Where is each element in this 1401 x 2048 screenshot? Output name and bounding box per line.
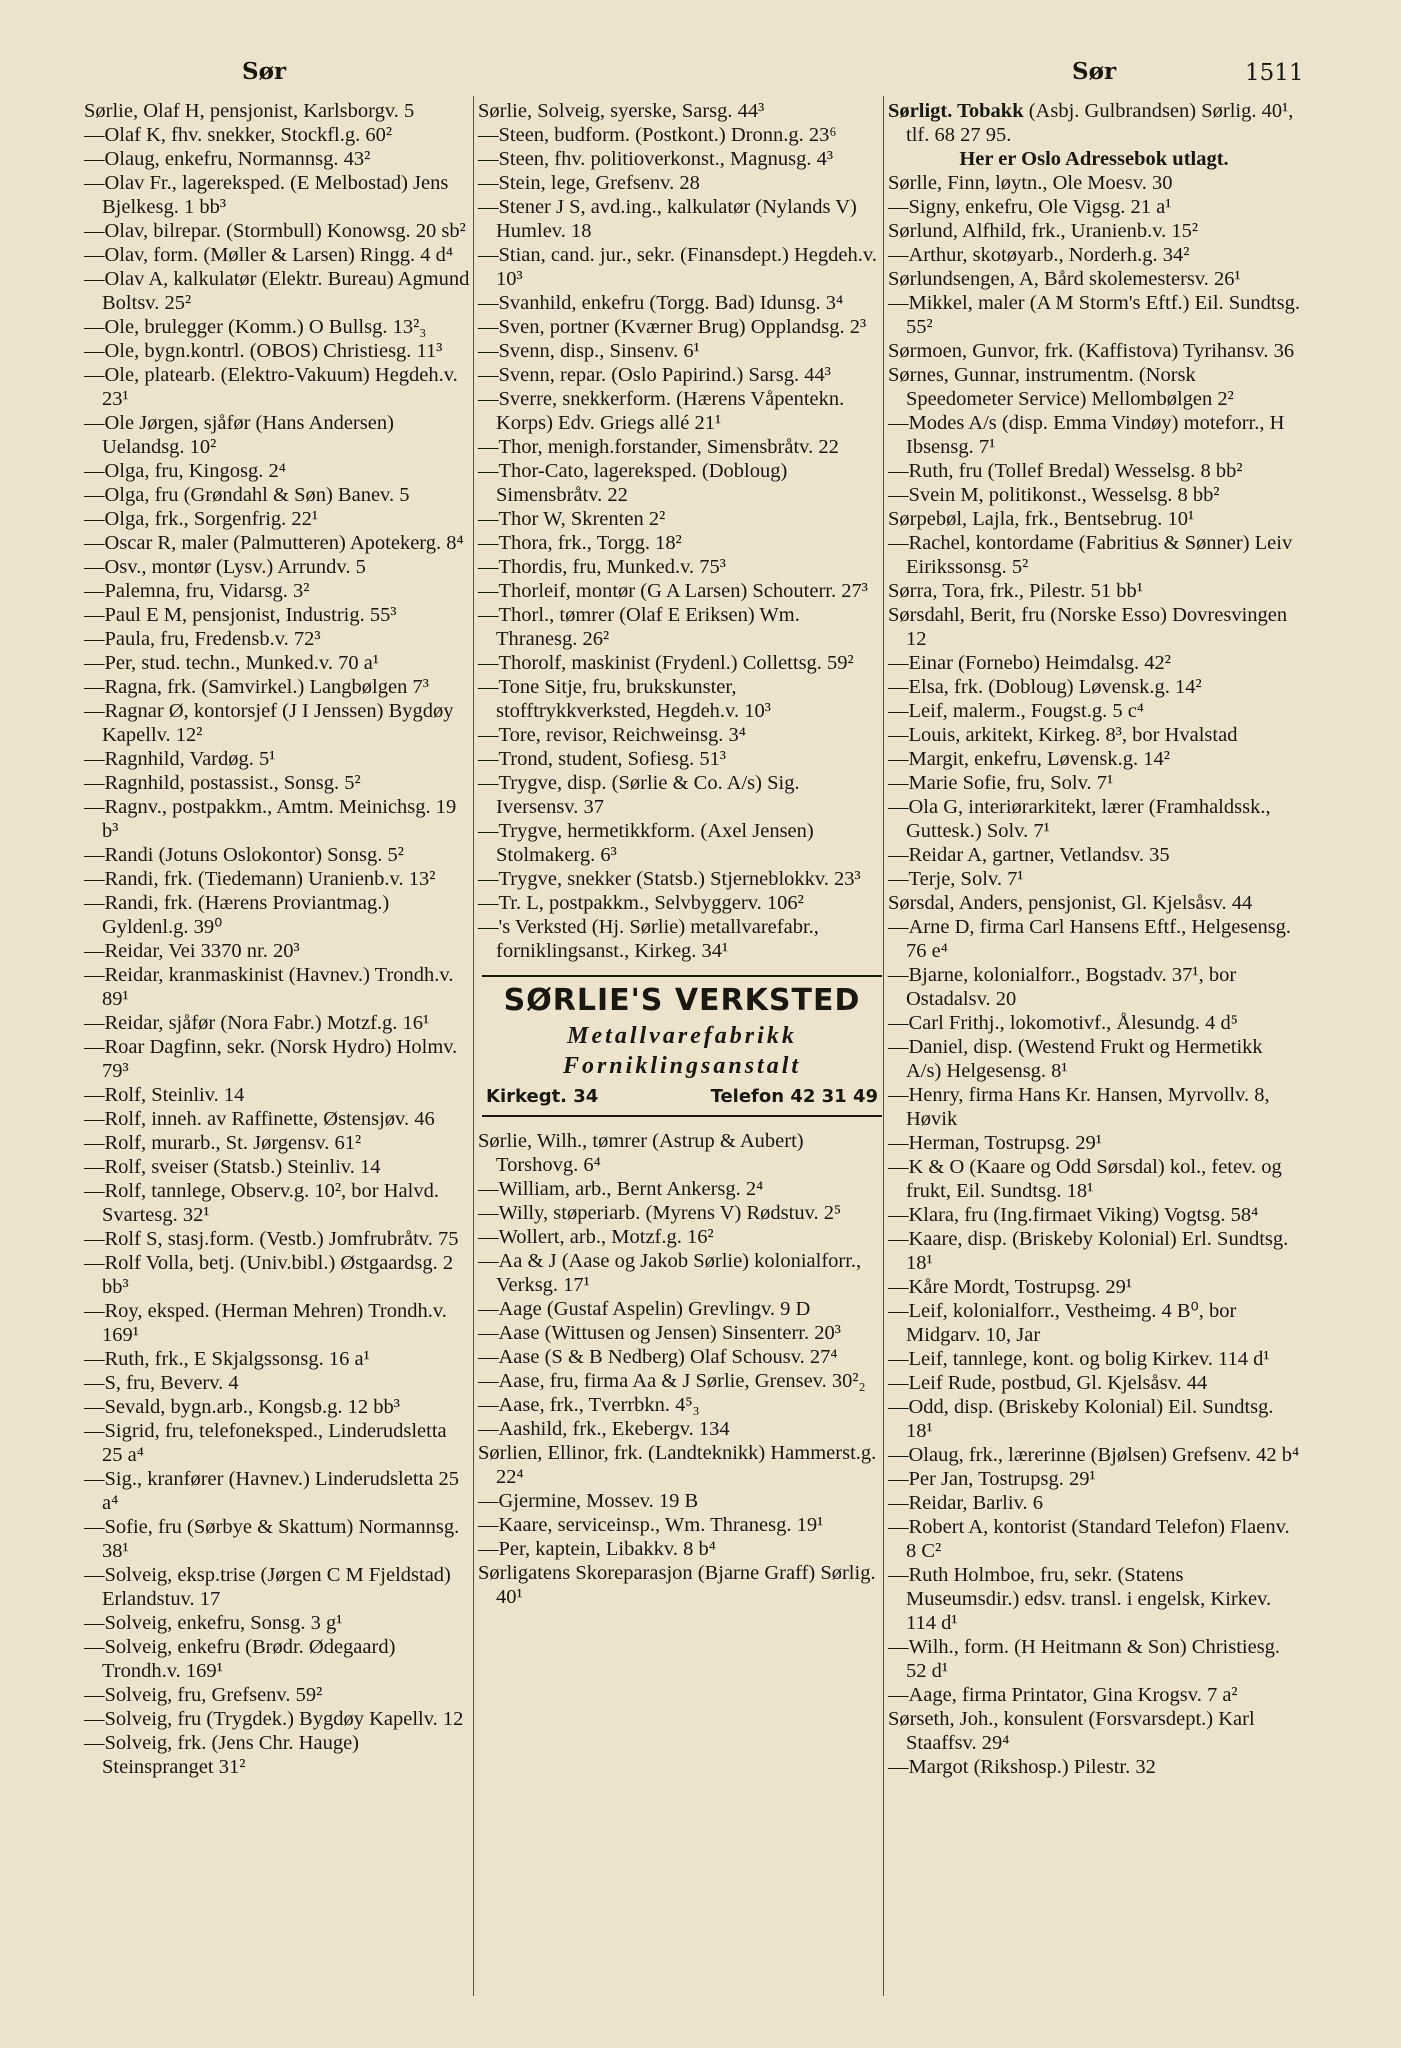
column-2 xyxy=(478,99,882,1609)
ad-phone: Telefon 42 31 49 xyxy=(710,1086,878,1107)
ad-line-2: Forniklingsanstalt xyxy=(562,1053,802,1079)
directory-entry: Sørra, Tora, frk., Pilestr. 51 bb¹ xyxy=(888,580,1143,602)
directory-entry: —Ragna, frk. (Samvirkel.) Langbølgen 7³ xyxy=(84,676,429,698)
directory-entry: —Leif, kolonialforr., Vestheimg. 4 B⁰, bor Midgarv. 10, Jar xyxy=(888,1300,1237,1346)
directory-entry: —Thor-Cato, lagereksped. (Dobloug) Simensbråtv. 22 xyxy=(478,460,788,506)
directory-entry: Sørsdal, Anders, pensjonist, Gl. Kjelsåsv. 44 xyxy=(888,892,1253,914)
directory-entry: —Gjermine, Mossev. 19 B xyxy=(478,1490,699,1512)
directory-entry: —Svanhild, enkefru (Torgg. Bad) Idunsg. 3⁴ xyxy=(478,292,844,314)
directory-entry: —Reidar A, gartner, Vetlandsv. 35 xyxy=(888,844,1170,866)
directory-entry: —Solveig, fru (Trygdek.) Bygdøy Kapellv. 12 xyxy=(84,1708,464,1730)
directory-entry: —Thorolf, maskinist (Frydenl.) Collettsg. 59² xyxy=(478,652,854,674)
page-number: 1511 xyxy=(1245,60,1304,86)
directory-entry: —Olaf K, fhv. snekker, Stockfl.g. 60² xyxy=(84,124,393,146)
directory-entry: —Kåre Mordt, Tostrupsg. 29¹ xyxy=(888,1276,1133,1298)
directory-entry: —Solveig, eksp.trise (Jørgen C M Fjeldstad) Erlandstuv. 17 xyxy=(84,1564,451,1610)
directory-entry: —Wollert, arb., Motzf.g. 16² xyxy=(478,1226,714,1248)
directory-entry: —Ole, platearb. (Elektro-Vakuum) Hegdeh.v. 23¹ xyxy=(84,364,458,410)
directory-entry: —Thorleif, montør (G A Larsen) Schouterr. 27³ xyxy=(478,580,868,602)
directory-entry: —Thora, frk., Torgg. 18² xyxy=(478,532,682,554)
directory-entry: —Ole, brulegger (Komm.) O Bullsg. 13²₃ xyxy=(84,316,427,338)
directory-entry: —Rolf, tannlege, Observ.g. 10², bor Halvd. Svartesg. 32¹ xyxy=(84,1180,439,1226)
directory-entry: —Ruth, frk., E Skjalgssonsg. 16 a¹ xyxy=(84,1348,370,1370)
directory-entry: —K & O (Kaare og Odd Sørsdal) kol., fetev. og frukt, Eil. Sundtsg. 18¹ xyxy=(888,1156,1282,1202)
directory-entry: —Robert A, kontorist (Standard Telefon) Flaenv. 8 C² xyxy=(888,1516,1290,1562)
directory-entry: —Ragnv., postpakkm., Amtm. Meinichsg. 19 b³ xyxy=(84,796,457,842)
directory-entry: —Roy, eksped. (Herman Mehren) Trondh.v. 169¹ xyxy=(84,1300,447,1346)
column-3-entries xyxy=(888,171,1300,1779)
directory-entry: —Ole Jørgen, sjåfør (Hans Andersen) Uelandsg. 10² xyxy=(84,412,394,458)
directory-entry: Sørlle, Finn, løytn., Ole Moesv. 30 xyxy=(888,172,1173,194)
directory-entry: Sørsdahl, Berit, fru (Norske Esso) Dovresvingen 12 xyxy=(888,604,1288,650)
directory-entry: —Rolf, sveiser (Statsb.) Steinliv. 14 xyxy=(84,1156,381,1178)
directory-entry: —Reidar, Barliv. 6 xyxy=(888,1492,1043,1514)
directory-entry: —Henry, firma Hans Kr. Hansen, Myrvollv. 8, Høvik xyxy=(888,1084,1270,1130)
directory-entry: —Steen, fhv. politioverkonst., Magnusg. 4³ xyxy=(478,148,833,170)
directory-entry: —Carl Frithj., lokomotivf., Ålesundg. 4 d⁵ xyxy=(888,1012,1238,1034)
directory-entry: —Willy, støperiarb. (Myrens V) Rødstuv. 2⁵ xyxy=(478,1202,842,1224)
lead-entry-name: Sørligt. Tobakk xyxy=(888,100,1024,122)
lead-entry-text: (Asbj. Gulbrandsen) Sørlig. 40¹, tlf. 68 27 95. xyxy=(906,100,1294,146)
directory-entry: —Aase (S & B Nedberg) Olaf Schousv. 27⁴ xyxy=(478,1346,838,1368)
directory-entry: Sørligatens Skoreparasjon (Bjarne Graff) Sørlig. 40¹ xyxy=(478,1562,876,1608)
directory-entry: —Odd, disp. (Briskeby Kolonial) Eil. Sundtsg. 18¹ xyxy=(888,1396,1274,1442)
directory-entry: —Arthur, skotøyarb., Norderh.g. 34² xyxy=(888,244,1190,266)
directory-entry: —Trygve, disp. (Sørlie & Co. A/s) Sig. Iversensv. 37 xyxy=(478,772,800,818)
directory-entry: —Aase, fru, firma Aa & J Sørlie, Grensev. 30²₂ xyxy=(478,1370,866,1392)
directory-entry: —Sverre, snekkerform. (Hærens Våpentekn. Korps) Edv. Griegs allé 21¹ xyxy=(478,388,845,434)
directory-entry: Sørpebøl, Lajla, frk., Bentsebrug. 10¹ xyxy=(888,508,1195,530)
running-head-left: Sør xyxy=(242,58,287,85)
column-1 xyxy=(84,99,472,1779)
directory-entry: —Solveig, frk. (Jens Chr. Hauge) Steinspranget 31² xyxy=(84,1732,359,1778)
directory-entry: —Aage, firma Printator, Gina Krogsv. 7 a² xyxy=(888,1684,1238,1706)
ad-line-1: Metallvarefabrikk xyxy=(567,1023,797,1049)
directory-entry: —Aa & J (Aase og Jakob Sørlie) kolonialforr., Verksg. 17¹ xyxy=(478,1250,862,1296)
directory-entry: —Steen, budform. (Postkont.) Dronn.g. 23⁶ xyxy=(478,124,837,146)
directory-entry: —Olga, frk., Sorgenfrig. 22¹ xyxy=(84,508,319,530)
directory-entry: —Olaug, enkefru, Normannsg. 43² xyxy=(84,148,371,170)
directory-entry: —Trygve, snekker (Statsb.) Stjerneblokkv. 23³ xyxy=(478,868,861,890)
directory-entry: —Modes A/s (disp. Emma Vindøy) moteforr., H Ibsensg. 7¹ xyxy=(888,412,1285,458)
directory-entry: —S, fru, Beverv. 4 xyxy=(84,1372,239,1394)
directory-entry: —Aashild, frk., Ekebergv. 134 xyxy=(478,1418,730,1440)
directory-entry: —Olga, fru, Kingosg. 2⁴ xyxy=(84,460,286,482)
directory-entry: —Ola G, interiørarkitekt, lærer (Framhaldssk., Guttesk.) Solv. 7¹ xyxy=(888,796,1271,842)
directory-entry: —Thor W, Skrenten 2² xyxy=(478,508,666,530)
directory-entry: —Randi, frk. (Tiedemann) Uranienb.v. 13² xyxy=(84,868,436,890)
directory-entry: —Arne D, firma Carl Hansens Eftf., Helgesensg. 76 e⁴ xyxy=(888,916,1292,962)
directory-entry: —Terje, Solv. 7¹ xyxy=(888,868,1024,890)
directory-entry: —Aase (Wittusen og Jensen) Sinsenterr. 20³ xyxy=(478,1322,841,1344)
directory-entry: —Ragnhild, postassist., Sonsg. 5² xyxy=(84,772,361,794)
directory-entry: —Leif, malerm., Fougst.g. 5 c⁴ xyxy=(888,700,1144,722)
directory-entry: —Ragnhild, Vardøg. 5¹ xyxy=(84,748,276,770)
directory-entry: —Signy, enkefru, Ole Vigsg. 21 a¹ xyxy=(888,196,1172,218)
directory-entry: Sørlundsengen, A, Bård skolemestersv. 26¹ xyxy=(888,268,1241,290)
directory-entry: —Leif, tannlege, kont. og bolig Kirkev. 114 d¹ xyxy=(888,1348,1270,1370)
directory-entry: —Olav, form. (Møller & Larsen) Ringg. 4 d⁴ xyxy=(84,244,454,266)
directory-entry: —Sofie, fru (Sørbye & Skattum) Normannsg. 38¹ xyxy=(84,1516,460,1562)
directory-entry: —Stener J S, avd.ing., kalkulatør (Nylands V) Humlev. 18 xyxy=(478,196,857,242)
directory-entry: —Oscar R, maler (Palmutteren) Apotekerg. 8⁴ xyxy=(84,532,464,554)
directory-entry: —Ragnar Ø, kontorsjef (J I Jenssen) Bygdøy Kapellv. 12² xyxy=(84,700,454,746)
directory-entry: Sørlie, Solveig, syerske, Sarsg. 44³ xyxy=(478,100,765,122)
directory-entry: —Solveig, enkefru (Brødr. Ødegaard) Trondh.v. 169¹ xyxy=(84,1636,396,1682)
column-2-entries-bottom xyxy=(478,1129,882,1609)
ad-address: Kirkegt. 34 xyxy=(486,1086,599,1107)
directory-entry: —Kaare, serviceinsp., Wm. Thranesg. 19¹ xyxy=(478,1514,824,1536)
directory-entry: —Palemna, fru, Vidarsg. 3² xyxy=(84,580,310,602)
column-2-entries-top xyxy=(478,99,882,963)
directory-entry: —Rolf, inneh. av Raffinette, Østensjøv. 46 xyxy=(84,1108,435,1130)
directory-entry: —Rachel, kontordame (Fabritius & Sønner) Leiv Eirikssonsg. 5² xyxy=(888,532,1293,578)
directory-entry: —Randi (Jotuns Oslokontor) Sonsg. 5² xyxy=(84,844,404,866)
directory-entry: —Wilh., form. (H Heitmann & Son) Christiesg. 52 d¹ xyxy=(888,1636,1281,1682)
directory-entry: —Thordis, fru, Munked.v. 75³ xyxy=(478,556,726,578)
directory-entry: Sørnes, Gunnar, instrumentm. (Norsk Speedometer Service) Mellombølgen 2² xyxy=(888,364,1234,410)
column-divider xyxy=(883,96,884,1996)
directory-entry: —Stian, cand. jur., sekr. (Finansdept.) Hegdeh.v. 10³ xyxy=(478,244,877,290)
directory-entry: —Kaare, disp. (Briskeby Kolonial) Erl. Sundtsg. 18¹ xyxy=(888,1228,1289,1274)
directory-entry: —Aage (Gustaf Aspelin) Grevlingv. 9 D xyxy=(478,1298,811,1320)
directory-entry: —Per, kaptein, Libakkv. 8 b⁴ xyxy=(478,1538,716,1560)
ad-title: SØRLIE'S VERKSTED xyxy=(503,983,861,1018)
directory-entry: —Tr. L, postpakkm., Selvbyggerv. 106² xyxy=(478,892,804,914)
directory-entry: —Per, stud. techn., Munked.v. 70 a¹ xyxy=(84,652,379,674)
directory-entry: —Paul E M, pensjonist, Industrig. 55³ xyxy=(84,604,397,626)
directory-entry: —Margot (Rikshosp.) Pilestr. 32 xyxy=(888,1756,1156,1778)
directory-entry: —Aase, frk., Tverrbkn. 4⁵₃ xyxy=(478,1394,700,1416)
directory-entry: Sørmoen, Gunvor, frk. (Kaffistova) Tyrihansv. 36 xyxy=(888,340,1295,362)
directory-entry: —Leif Rude, postbud, Gl. Kjelsåsv. 44 xyxy=(888,1372,1208,1394)
running-head-right: Sør xyxy=(1072,58,1117,85)
column-3 xyxy=(888,99,1300,1779)
directory-entry: —Solveig, enkefru, Sonsg. 3 g¹ xyxy=(84,1612,343,1634)
directory-entry: —Stein, lege, Grefsenv. 28 xyxy=(478,172,700,194)
directory-entry: —Sig., kranfører (Havnev.) Linderudsletta 25 a⁴ xyxy=(84,1468,459,1514)
directory-entry: —Olga, fru (Grøndahl & Søn) Banev. 5 xyxy=(84,484,410,506)
directory-entry: —Marie Sofie, fru, Solv. 7¹ xyxy=(888,772,1114,794)
directory-entry: —'s Verksted (Hj. Sørlie) metallvarefabr., forniklingsanst., Kirkeg. 34¹ xyxy=(478,916,819,962)
directory-entry: —Ruth, fru (Tollef Bredal) Wesselsg. 8 bb² xyxy=(888,460,1243,482)
directory-entry: —Olav Fr., lagereksped. (E Melbostad) Jens Bjelkesg. 1 bb³ xyxy=(84,172,449,218)
directory-entry: —Ole, bygn.kontrl. (OBOS) Christiesg. 11³ xyxy=(84,340,443,362)
directory-entry: —Per Jan, Tostrupsg. 29¹ xyxy=(888,1468,1096,1490)
directory-entry: Sørlund, Alfhild, frk., Uranienb.v. 15² xyxy=(888,220,1199,242)
directory-entry: —Klara, fru (Ing.firmaet Viking) Vogtsg. 58⁴ xyxy=(888,1204,1259,1226)
advertisement xyxy=(482,975,882,1117)
directory-entry: —Trond, student, Sofiesg. 51³ xyxy=(478,748,726,770)
directory-entry: —Reidar, Vei 3370 nr. 20³ xyxy=(84,940,300,962)
directory-entry: —Herman, Tostrupsg. 29¹ xyxy=(888,1132,1102,1154)
directory-entry: —Randi, frk. (Hærens Proviantmag.) Gyldenl.g. 39⁰ xyxy=(84,892,390,938)
directory-entry: —Olaug, frk., lærerinne (Bjølsen) Grefsenv. 42 b⁴ xyxy=(888,1444,1300,1466)
ad-footer xyxy=(482,1085,882,1109)
directory-entry: —Svein M, politikonst., Wesselsg. 8 bb² xyxy=(888,484,1220,506)
directory-entry: —Rolf S, stasj.form. (Vestb.) Jomfrubråtv. 75 xyxy=(84,1228,459,1250)
notice: Her er Oslo Adressebok utlagt. xyxy=(959,148,1229,170)
directory-entry: —Mikkel, maler (A M Storm's Eftf.) Eil. Sundtsg. 55² xyxy=(888,292,1300,338)
directory-entry: —William, arb., Bernt Ankersg. 2⁴ xyxy=(478,1178,764,1200)
directory-entry: Sørseth, Joh., konsulent (Forsvarsdept.) Karl Staaffsv. 29⁴ xyxy=(888,1708,1255,1754)
directory-entry: —Olav, bilrepar. (Stormbull) Konowsg. 20 sb² xyxy=(84,220,466,242)
directory-entry: —Solveig, fru, Grefsenv. 59² xyxy=(84,1684,323,1706)
directory-entry: —Roar Dagfinn, sekr. (Norsk Hydro) Holmv. 79³ xyxy=(84,1036,458,1082)
directory-entry: Sørlie, Wilh., tømrer (Astrup & Aubert) Torshovg. 6⁴ xyxy=(478,1130,804,1176)
directory-entry: —Rolf, murarb., St. Jørgensv. 61² xyxy=(84,1132,362,1154)
directory-entry: —Svenn, repar. (Oslo Papirind.) Sarsg. 44³ xyxy=(478,364,831,386)
directory-entry: —Tore, revisor, Reichweinsg. 3⁴ xyxy=(478,724,746,746)
directory-entry: —Tone Sitje, fru, brukskunster, stofftrykkverksted, Hegdeh.v. 10³ xyxy=(478,676,771,722)
directory-entry: —Sven, portner (Kværner Brug) Opplandsg. 2³ xyxy=(478,316,867,338)
directory-entry: —Thorl., tømrer (Olaf E Eriksen) Wm. Thranesg. 26² xyxy=(478,604,800,650)
directory-entry: —Reidar, kranmaskinist (Havnev.) Trondh.v. 89¹ xyxy=(84,964,454,1010)
directory-entry: —Rolf Volla, betj. (Univ.bibl.) Østgaardsg. 2 bb³ xyxy=(84,1252,454,1298)
directory-entry: —Svenn, disp., Sinsenv. 6¹ xyxy=(478,340,700,362)
directory-entry: —Thor, menigh.forstander, Simensbråtv. 22 xyxy=(478,436,839,458)
directory-entry: —Margit, enkefru, Løvensk.g. 14² xyxy=(888,748,1170,770)
directory-entry: —Olav A, kalkulatør (Elektr. Bureau) Agmund Boltsv. 25² xyxy=(84,268,470,314)
directory-entry: —Daniel, disp. (Westend Frukt og Hermetikk A/s) Helgesensg. 8¹ xyxy=(888,1036,1263,1082)
directory-entry: Sørlie, Olaf H, pensjonist, Karlsborgv. 5 xyxy=(84,100,415,122)
directory-entry: —Reidar, sjåfør (Nora Fabr.) Motzf.g. 16¹ xyxy=(84,1012,430,1034)
directory-entry: —Rolf, Steinliv. 14 xyxy=(84,1084,245,1106)
directory-entry: —Ruth Holmboe, fru, sekr. (Statens Museumsdir.) edsv. transl. i engelsk, Kirkev. 114 d¹ xyxy=(888,1564,1272,1634)
directory-entry: —Bjarne, kolonialforr., Bogstadv. 37¹, bor Ostadalsv. 20 xyxy=(888,964,1237,1010)
directory-entry: —Sevald, bygn.arb., Kongsb.g. 12 bb³ xyxy=(84,1396,400,1418)
directory-entry: —Trygve, hermetikkform. (Axel Jensen) Stolmakerg. 6³ xyxy=(478,820,814,866)
directory-entry: —Elsa, frk. (Dobloug) Løvensk.g. 14² xyxy=(888,676,1202,698)
lead-entry xyxy=(888,99,1300,147)
directory-entry: —Sigrid, fru, telefoneksped., Linderudsletta 25 a⁴ xyxy=(84,1420,447,1466)
directory-entry: —Paula, fru, Fredensb.v. 72³ xyxy=(84,628,321,650)
directory-entry: —Osv., montør (Lysv.) Arrundv. 5 xyxy=(84,556,366,578)
directory-entry: —Louis, arkitekt, Kirkeg. 8³, bor Hvalstad xyxy=(888,724,1238,746)
directory-entry: Sørlien, Ellinor, frk. (Landteknikk) Hammerst.g. 22⁴ xyxy=(478,1442,877,1488)
directory-entry: —Einar (Fornebo) Heimdalsg. 42² xyxy=(888,652,1171,674)
column-divider xyxy=(473,96,474,1996)
